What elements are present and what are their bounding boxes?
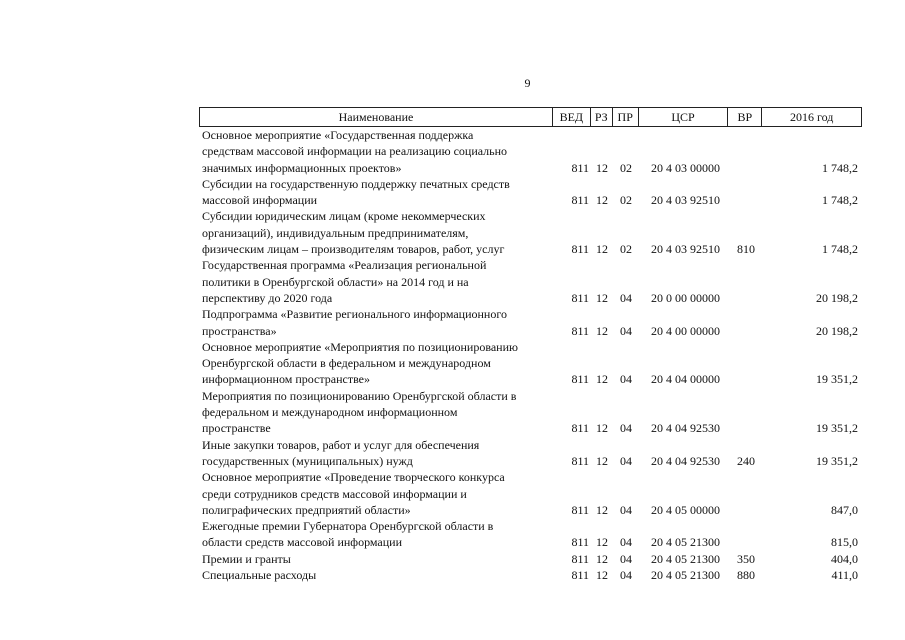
row-name-line: Субсидии на государственную поддержку печатных средств bbox=[202, 176, 510, 191]
row-sum: 19 351,2 bbox=[816, 453, 858, 468]
header-pr: ПР bbox=[613, 108, 639, 126]
row-pr: 02 bbox=[620, 242, 632, 257]
row-name bbox=[199, 176, 553, 209]
row-name-line: политики в Оренбургской области» на 2014 год и на bbox=[202, 274, 469, 289]
table-row bbox=[199, 518, 862, 551]
table-row bbox=[199, 176, 862, 209]
row-name-line: Субсидии юридическим лицам (кроме некоммерческих bbox=[202, 209, 486, 224]
row-name bbox=[199, 127, 553, 176]
header-year: 2016 год bbox=[789, 109, 834, 124]
row-rz: 12 bbox=[596, 551, 608, 566]
row-rz: 12 bbox=[596, 242, 608, 257]
row-name bbox=[199, 518, 553, 551]
table-row bbox=[199, 257, 862, 306]
table-row bbox=[199, 127, 862, 176]
row-vr: 880 bbox=[737, 568, 755, 583]
row-name bbox=[199, 437, 553, 470]
row-pr: 04 bbox=[620, 453, 632, 468]
row-vr: 350 bbox=[737, 551, 755, 566]
row-csr: 20 4 00 00000 bbox=[651, 323, 720, 338]
row-ved: 811 bbox=[571, 323, 589, 338]
row-pr: 04 bbox=[620, 568, 632, 583]
row-sum: 20 198,2 bbox=[816, 290, 858, 305]
table-row bbox=[199, 388, 862, 437]
row-sum: 411,0 bbox=[831, 568, 858, 583]
row-name-line: Государственная программа «Реализация региональной bbox=[202, 258, 487, 273]
row-name-line: перспективу до 2020 года bbox=[202, 290, 333, 305]
row-pr: 04 bbox=[620, 502, 632, 517]
row-name bbox=[199, 339, 553, 388]
row-sum: 815,0 bbox=[831, 535, 858, 550]
row-name-line: массовой информации bbox=[202, 193, 318, 208]
row-rz: 12 bbox=[596, 323, 608, 338]
row-name bbox=[199, 257, 553, 306]
row-sum: 1 748,2 bbox=[822, 193, 858, 208]
row-name bbox=[199, 208, 553, 257]
row-name-line: Иные закупки товаров, работ и услуг для обеспечения bbox=[202, 437, 480, 452]
header-ved: ВЕД bbox=[553, 108, 591, 126]
row-pr: 04 bbox=[620, 323, 632, 338]
row-ved: 811 bbox=[571, 502, 589, 517]
row-ved: 811 bbox=[571, 242, 589, 257]
row-csr: 20 4 04 92530 bbox=[651, 421, 720, 436]
row-sum: 404,0 bbox=[831, 551, 858, 566]
row-sum: 847,0 bbox=[831, 502, 858, 517]
row-csr: 20 4 03 92510 bbox=[651, 193, 720, 208]
row-name-line: полиграфических предприятий области» bbox=[202, 502, 411, 517]
row-name-line: Основное мероприятие «Проведение творческого конкурса bbox=[202, 470, 505, 485]
row-csr: 20 4 03 00000 bbox=[651, 160, 720, 175]
row-name-line: информационном пространстве» bbox=[202, 372, 371, 387]
row-name-line: Подпрограмма «Развитие регионального информационного bbox=[202, 307, 507, 322]
row-pr: 02 bbox=[620, 160, 632, 175]
row-ved: 811 bbox=[571, 535, 589, 550]
row-name-line: физическим лицам – производителям товаров, работ, услуг bbox=[202, 242, 505, 257]
row-name-line: организаций), индивидуальным предпринимателям, bbox=[202, 225, 469, 240]
row-name-line: Основное мероприятие «Государственная поддержка bbox=[202, 128, 474, 142]
row-csr: 20 4 04 92530 bbox=[651, 453, 720, 468]
row-pr: 04 bbox=[620, 551, 632, 566]
row-ved: 811 bbox=[571, 290, 589, 305]
row-name-line: Мероприятия по позиционированию Оренбургской области в bbox=[202, 388, 517, 403]
table-row bbox=[199, 469, 862, 518]
row-name-line: среди сотрудников средств массовой информации и bbox=[202, 486, 467, 501]
row-name-line: Оренбургской области в федеральном и международном bbox=[202, 356, 491, 371]
header-name: Наименование bbox=[200, 108, 553, 126]
row-ved: 811 bbox=[571, 160, 589, 175]
row-csr: 20 4 05 21300 bbox=[651, 551, 720, 566]
row-name-line: значимых информационных проектов» bbox=[202, 160, 402, 175]
row-rz: 12 bbox=[596, 502, 608, 517]
row-ved: 811 bbox=[571, 193, 589, 208]
table-row bbox=[199, 306, 862, 339]
row-name-line: пространства» bbox=[202, 323, 277, 338]
row-csr: 20 4 04 00000 bbox=[651, 372, 720, 387]
page-number: 9 bbox=[524, 76, 531, 90]
table-row bbox=[199, 567, 862, 583]
row-rz: 12 bbox=[596, 535, 608, 550]
row-name-line: Специальные расходы bbox=[202, 568, 317, 583]
row-rz: 12 bbox=[596, 568, 608, 583]
row-ved: 811 bbox=[571, 551, 589, 566]
row-vr: 240 bbox=[737, 453, 755, 468]
row-csr: 20 4 05 00000 bbox=[651, 502, 720, 517]
row-sum: 1 748,2 bbox=[822, 160, 858, 175]
row-csr: 20 0 00 00000 bbox=[651, 290, 720, 305]
table-row bbox=[199, 437, 862, 470]
row-rz: 12 bbox=[596, 372, 608, 387]
row-name-line: Премии и гранты bbox=[202, 551, 291, 566]
row-pr: 04 bbox=[620, 421, 632, 436]
row-pr: 02 bbox=[620, 193, 632, 208]
header-vr: ВР bbox=[728, 108, 762, 126]
row-name-line: федеральном и международном информационном bbox=[202, 405, 458, 420]
row-name bbox=[199, 469, 553, 518]
row-csr: 20 4 05 21300 bbox=[651, 568, 720, 583]
row-name-line: государственных (муниципальных) нужд bbox=[202, 453, 413, 468]
table-row bbox=[199, 339, 862, 388]
row-name bbox=[199, 388, 553, 437]
row-pr: 04 bbox=[620, 290, 632, 305]
row-rz: 12 bbox=[596, 290, 608, 305]
row-ved: 811 bbox=[571, 421, 589, 436]
row-rz: 12 bbox=[596, 160, 608, 175]
header-csr: ЦСР bbox=[639, 108, 729, 126]
table-body bbox=[199, 127, 862, 583]
row-sum: 1 748,2 bbox=[822, 242, 858, 257]
row-name-line: средствам массовой информации на реализацию социально bbox=[202, 144, 508, 159]
row-name bbox=[199, 306, 553, 339]
row-ved: 811 bbox=[571, 372, 589, 387]
row-rz: 12 bbox=[596, 453, 608, 468]
row-pr: 04 bbox=[620, 535, 632, 550]
row-rz: 12 bbox=[596, 193, 608, 208]
row-ved: 811 bbox=[571, 453, 589, 468]
row-rz: 12 bbox=[596, 421, 608, 436]
row-sum: 19 351,2 bbox=[816, 372, 858, 387]
row-name-line: Ежегодные премии Губернатора Оренбургской области в bbox=[202, 519, 494, 534]
row-vr: 810 bbox=[737, 242, 755, 257]
row-name-line: Основное мероприятие «Мероприятия по позиционированию bbox=[202, 339, 518, 354]
row-pr: 04 bbox=[620, 372, 632, 387]
row-csr: 20 4 03 92510 bbox=[651, 242, 720, 257]
row-name bbox=[199, 551, 553, 567]
header-rz: РЗ bbox=[591, 108, 613, 126]
row-sum: 20 198,2 bbox=[816, 323, 858, 338]
table-header bbox=[199, 107, 862, 127]
row-name-line: пространстве bbox=[202, 421, 271, 436]
row-sum: 19 351,2 bbox=[816, 421, 858, 436]
row-ved: 811 bbox=[571, 568, 589, 583]
row-name-line: области средств массовой информации bbox=[202, 535, 402, 550]
table-row bbox=[199, 551, 862, 567]
table-row bbox=[199, 208, 862, 257]
row-name bbox=[199, 567, 553, 583]
row-csr: 20 4 05 21300 bbox=[651, 535, 720, 550]
